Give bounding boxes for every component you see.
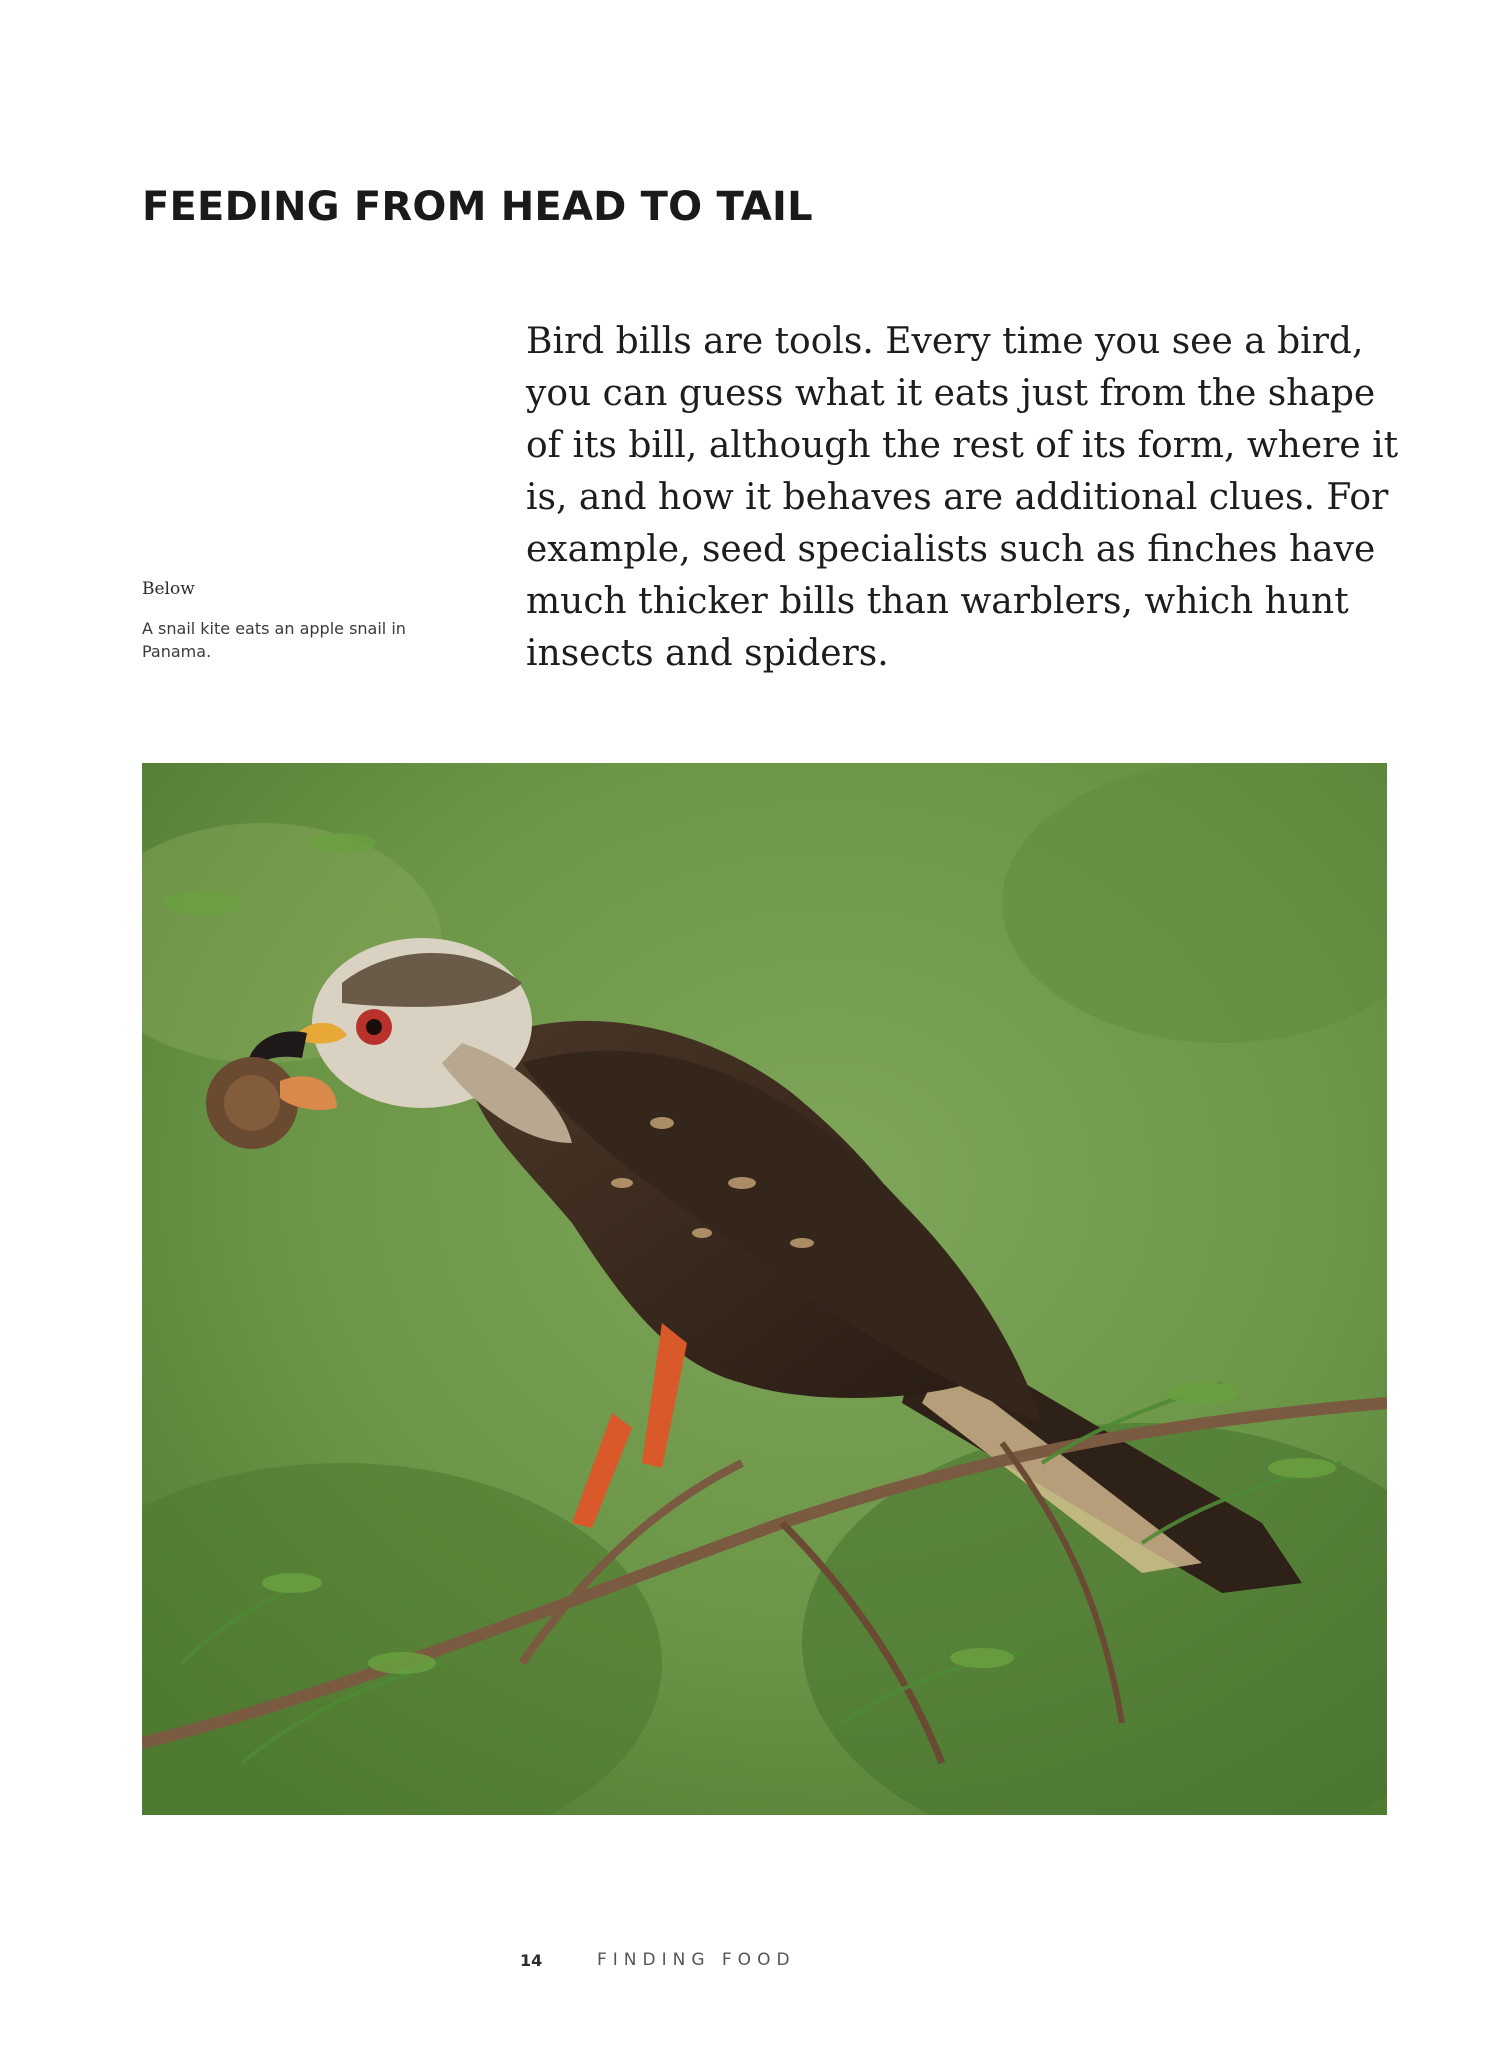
page-number: 14 xyxy=(520,1951,543,1970)
snail-kite-photo xyxy=(142,763,1387,1815)
caption-label: Below xyxy=(142,579,195,599)
photo-caption: A snail kite eats an apple snail in Panama. xyxy=(142,619,406,661)
page-title: FEEDING FROM HEAD TO TAIL xyxy=(142,184,813,230)
snail-kite-illustration xyxy=(142,763,1387,1815)
body-paragraph: Bird bills are tools. Every time you see a bird, you can guess what it eats just from the shape of its bill, although the rest of its form, where it is, and how it behaves are additional clues. For example, seed specialists such as finches have much thicker bills than warblers, which hunt insects and spiders. xyxy=(526,321,1399,674)
section-name: FINDING FOOD xyxy=(597,1950,796,1970)
